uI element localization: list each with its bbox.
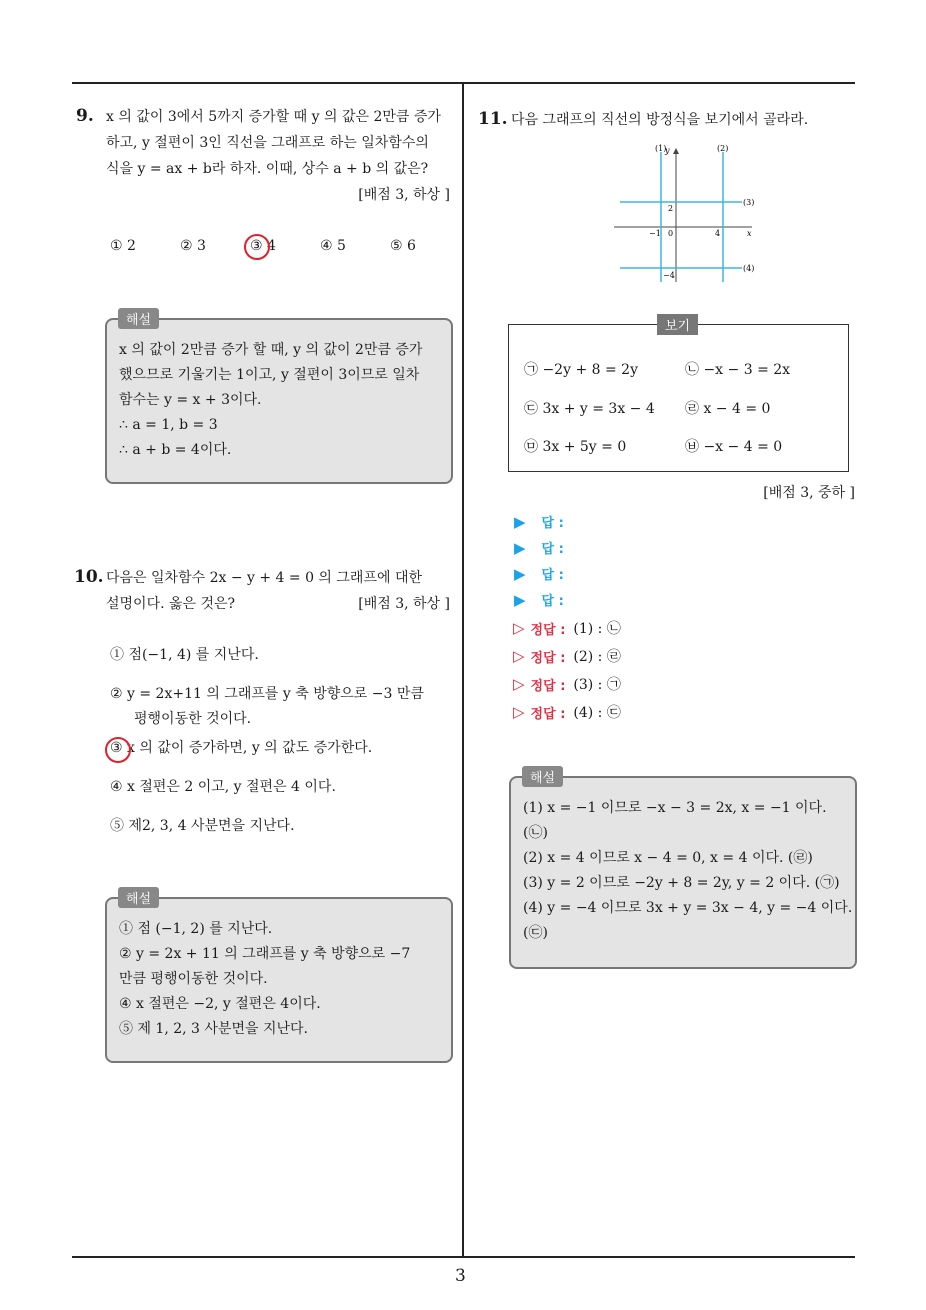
q10-statement-1[interactable]: ① 점(−1, 4) 를 지난다.	[110, 647, 259, 663]
graph-label-l3: (3)	[743, 198, 755, 207]
q9-selected-mark	[244, 234, 270, 260]
q10-statement-3[interactable]: ③ x 의 값이 증가하면, y 의 값도 증가한다.	[110, 740, 373, 756]
q11-solution-line: (3) y = 2 이므로 −2y + 8 = 2y, y = 2 이다. (㉠)	[523, 875, 840, 891]
graph-label-zero: 0	[668, 229, 674, 238]
q10-solution-line: 만큼 평행이동한 것이다.	[119, 971, 268, 987]
q9-text	[106, 104, 456, 182]
correct-label: 정답 :	[530, 678, 566, 694]
correct-value: (2) : ㉣	[573, 649, 621, 665]
graph-label-neg1: −1	[649, 229, 661, 238]
q10-solution-line: ② y = 2x + 11 의 그래프를 y 축 방향으로 −7	[119, 946, 411, 962]
answer-label: 답 :	[541, 568, 564, 583]
correct-arrow-icon: ▷	[513, 647, 525, 665]
q9-choice-1[interactable]: ① 2	[110, 238, 136, 254]
q11-graph	[610, 140, 760, 285]
graph-label-l4: (4)	[743, 264, 755, 273]
answer-row-2	[514, 538, 564, 557]
q11-bogi-tab: 보기	[657, 314, 698, 335]
answer-arrow-icon: ▶	[514, 538, 526, 557]
correct-row-1	[513, 618, 621, 638]
answer-arrow-icon: ▶	[514, 564, 526, 583]
q9-line: x 의 값이 3에서 5까지 증가할 때 y 의 값은 2만큼 증가	[106, 109, 441, 125]
q10-line: 설명이다. 옳은 것은?	[106, 596, 236, 612]
graph-label-x: x	[747, 229, 752, 238]
q10-statement-2-cont: 평행이동한 것이다.	[134, 711, 252, 727]
q9-score: [배점 3, 하상 ]	[358, 187, 450, 203]
q9-line: 식을 y = ax + b라 하자. 이때, 상수 a + b 의 값은?	[106, 161, 429, 177]
q11-option-giyeok: ㉠ −2y + 8 = 2y	[524, 362, 638, 378]
q11-option-bieup: ㉥ −x − 4 = 0	[685, 439, 783, 455]
answer-row-3	[514, 564, 564, 583]
graph-label-two: 2	[668, 204, 674, 213]
graph-label-four: 4	[715, 229, 721, 238]
q10-solution-tab: 해설	[118, 887, 159, 908]
q11-solution-line: (㉢)	[523, 925, 548, 941]
q9-choice-5[interactable]: ⑤ 6	[390, 238, 416, 254]
q10-solution-line: ④ x 절편은 −2, y 절편은 4이다.	[119, 996, 321, 1012]
graph-y-arrow	[673, 148, 679, 154]
q10-statement-4[interactable]: ④ x 절편은 2 이고, y 절편은 4 이다.	[110, 779, 336, 795]
q9-solution-box	[105, 318, 453, 484]
column-divider	[462, 82, 464, 1257]
q9-solution-line: 함수는 y = x + 3이다.	[119, 392, 262, 408]
answer-label: 답 :	[541, 594, 564, 609]
q9-solution-line: 했으므로 기울기는 1이고, y 절편이 3이므로 일차	[119, 367, 420, 383]
q11-text: 다음 그래프의 직선의 방정식을 보기에서 골라라.	[511, 112, 809, 128]
answer-arrow-icon: ▶	[514, 512, 526, 531]
q9-number: 9.	[76, 106, 94, 126]
answer-row-4	[514, 590, 564, 609]
q10-statement-5[interactable]: ⑤ 제2, 3, 4 사분면을 지난다.	[110, 818, 295, 834]
graph-label-neg4: −4	[663, 271, 675, 280]
q11-option-digeut: ㉢ 3x + y = 3x − 4	[524, 401, 655, 417]
q11-solution-line: (㉡)	[523, 825, 548, 841]
q11-number: 11.	[478, 109, 508, 129]
q9-choices	[110, 238, 460, 254]
correct-value: (4) : ㉢	[573, 705, 621, 721]
q11-solution-line: (2) x = 4 이므로 x − 4 = 0, x = 4 이다. (㉣)	[523, 850, 813, 866]
q9-line: 하고, y 절편이 3인 직선을 그래프로 하는 일차함수의	[106, 135, 429, 151]
q9-solution-line: ∴ a = 1, b = 3	[119, 417, 218, 433]
q10-statement-2[interactable]: ② y = 2x+11 의 그래프를 y 축 방향으로 −3 만큼	[110, 686, 424, 702]
correct-row-4	[513, 702, 621, 722]
q11-solution-line: (1) x = −1 이므로 −x − 3 = 2x, x = −1 이다.	[523, 800, 827, 816]
q10-solution-box	[105, 897, 453, 1063]
q9-choice-3[interactable]: ③ 4	[250, 238, 276, 254]
q10-number: 10.	[74, 567, 104, 587]
answer-label: 답 :	[541, 516, 564, 531]
correct-arrow-icon: ▷	[513, 619, 525, 637]
q11-option-rieul: ㉣ x − 4 = 0	[685, 401, 771, 417]
q9-solution-line: ∴ a + b = 4이다.	[119, 442, 232, 458]
correct-arrow-icon: ▷	[513, 703, 525, 721]
correct-label: 정답 :	[530, 650, 566, 666]
q11-option-mieum: ㉤ 3x + 5y = 0	[524, 439, 627, 455]
correct-label: 정답 :	[530, 622, 566, 638]
q9-solution-line: x 의 값이 2만큼 증가 할 때, y 의 값이 2만큼 증가	[119, 342, 423, 358]
answer-arrow-icon: ▶	[514, 590, 526, 609]
q10-line: 다음은 일차함수 2x − y + 4 = 0 의 그래프에 대한	[106, 570, 423, 586]
graph-label-y: y	[665, 146, 670, 155]
correct-row-2	[513, 646, 621, 666]
q11-solution-line: (4) y = −4 이므로 3x + y = 3x − 4, y = −4 이다.	[523, 900, 853, 916]
q10-solution-line: ⑤ 제 1, 2, 3 사분면을 지난다.	[119, 1021, 308, 1037]
q11-option-nieun: ㉡ −x − 3 = 2x	[685, 362, 791, 378]
q11-solution-tab: 해설	[522, 766, 563, 787]
q10-selected-mark	[105, 737, 131, 763]
q9-solution-tab: 해설	[118, 308, 159, 329]
q10-score: [배점 3, 하상 ]	[358, 596, 450, 612]
correct-row-3	[513, 674, 621, 694]
q9-choice-2[interactable]: ② 3	[180, 238, 206, 254]
q10-solution-line: ① 점 (−1, 2) 를 지난다.	[119, 921, 273, 937]
top-rule	[72, 82, 855, 84]
q11-score: [배점 3, 중하 ]	[763, 485, 855, 501]
bottom-rule	[72, 1256, 855, 1258]
correct-value: (1) : ㉡	[573, 621, 621, 637]
answer-label: 답 :	[541, 542, 564, 557]
correct-value: (3) : ㉠	[573, 677, 621, 693]
correct-label: 정답 :	[530, 706, 566, 722]
page-number: 3	[455, 1266, 466, 1286]
q11-solution-box	[509, 776, 857, 969]
correct-arrow-icon: ▷	[513, 675, 525, 693]
graph-label-l2: (2)	[717, 144, 729, 153]
graph-label-l1: (1)	[655, 144, 667, 153]
q9-choice-4[interactable]: ④ 5	[320, 238, 346, 254]
answer-row-1	[514, 512, 564, 531]
